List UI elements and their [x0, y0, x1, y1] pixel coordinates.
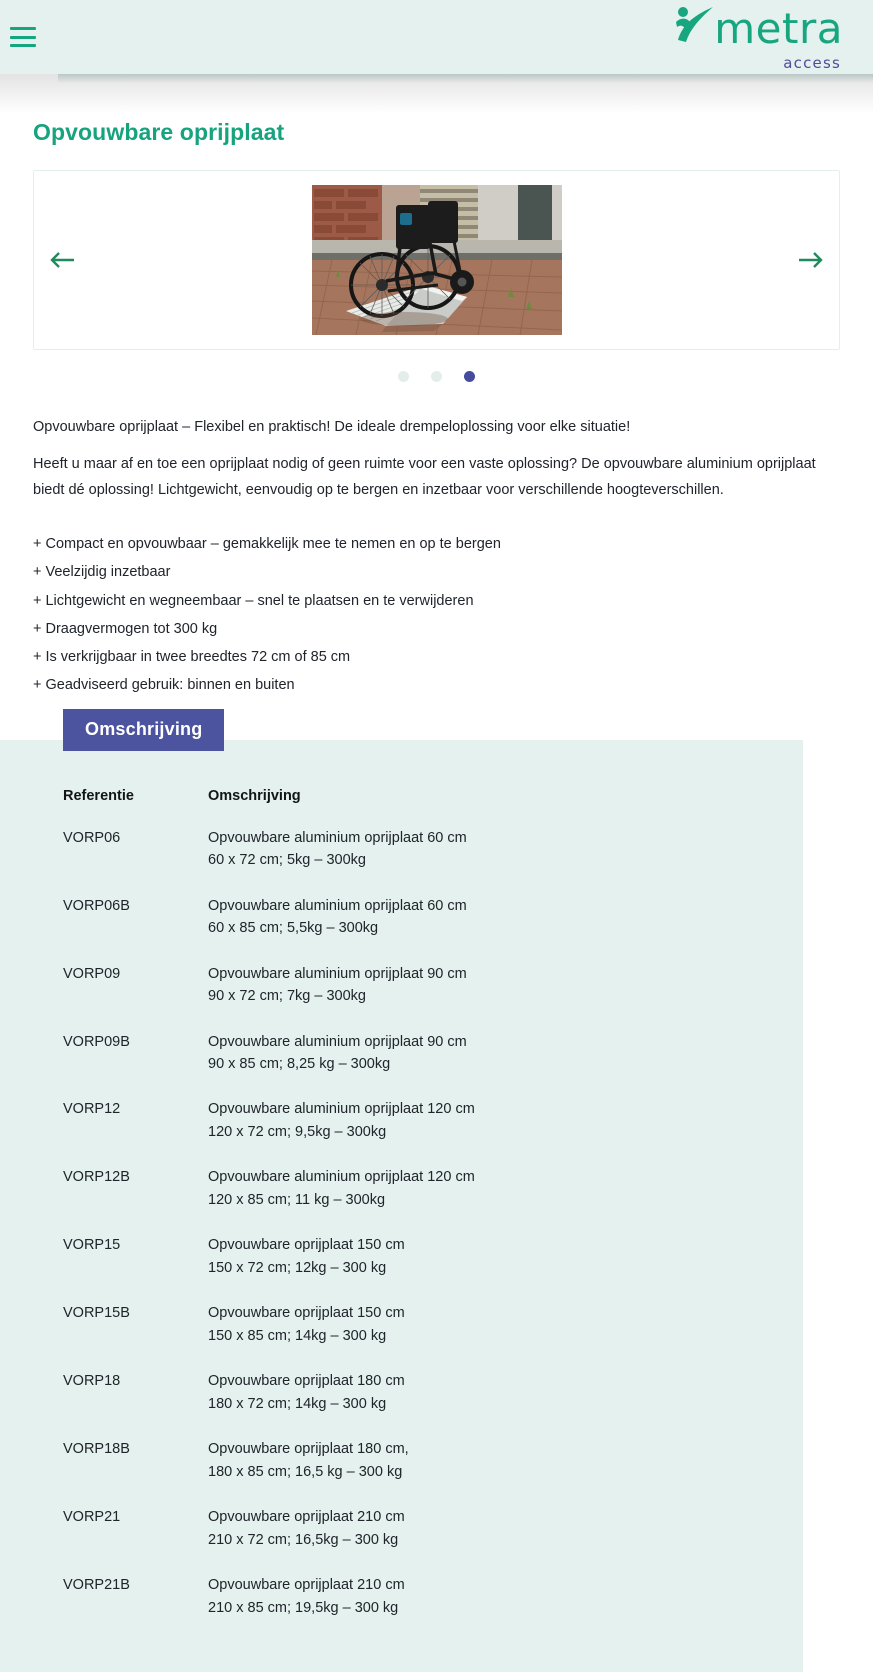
- cell-reference: VORP06: [63, 829, 121, 846]
- description-line-2: 90 x 85 cm; 8,25 kg – 300kg: [208, 1056, 391, 1072]
- description-line-1: Opvouwbare aluminium oprijplaat 120 cm: [208, 1101, 475, 1118]
- table-header-row: [63, 788, 753, 827]
- cell-reference: VORP12: [63, 1101, 121, 1118]
- carousel-dot-2[interactable]: [431, 371, 442, 382]
- description-line-1: Opvouwbare oprijplaat 210 cm: [208, 1509, 405, 1526]
- cell-description: [208, 1438, 753, 1506]
- tab-omschrijving[interactable]: Omschrijving: [63, 709, 224, 751]
- description-line-1: Opvouwbare aluminium oprijplaat 60 cm: [208, 829, 467, 846]
- hamburger-bar: [10, 27, 36, 30]
- table-row: [63, 1438, 753, 1506]
- cell-description: [208, 1098, 753, 1166]
- cell-description: [208, 1166, 753, 1234]
- product-description: [33, 415, 840, 503]
- page-title: Opvouwbare oprijplaat: [33, 119, 285, 145]
- carousel-prev-arrow-icon[interactable]: [34, 249, 90, 271]
- description-line-1: Opvouwbare oprijplaat 210 cm: [208, 1577, 405, 1594]
- table-row: [63, 1234, 753, 1302]
- description-line-2: 60 x 85 cm; 5,5kg – 300kg: [208, 920, 379, 937]
- cell-reference: VORP15B: [63, 1305, 130, 1322]
- table-row: [63, 1370, 753, 1438]
- description-line-2: 180 x 72 cm; 14kg – 300 kg: [208, 1395, 387, 1412]
- description-line-1: Opvouwbare oprijplaat 180 cm,: [208, 1441, 409, 1458]
- carousel-next-arrow-icon[interactable]: [783, 249, 839, 271]
- carousel-dot-3[interactable]: [464, 371, 475, 382]
- feature-item: + Draagvermogen tot 300 kg: [33, 620, 218, 637]
- spec-table: [63, 788, 753, 1642]
- table-row: [63, 963, 753, 1031]
- hamburger-bar: [10, 44, 36, 47]
- description-line-2: 210 x 72 cm; 16,5kg – 300 kg: [208, 1531, 399, 1548]
- table-row: [63, 1506, 753, 1574]
- carousel-dot-1[interactable]: [398, 371, 409, 382]
- feature-item: + Veelzijdig inzetbaar: [33, 564, 171, 581]
- spec-table-body: [63, 827, 753, 1642]
- cell-description: [208, 895, 753, 963]
- cell-description: [208, 1234, 753, 1302]
- description-lead: Opvouwbare oprijplaat – Flexibel en praktisch! De ideale drempeloplossing voor elke situatie!: [33, 419, 631, 435]
- metra-figure-icon: [672, 4, 716, 48]
- site-header: [0, 0, 873, 74]
- cell-description: [208, 1031, 753, 1099]
- description-line-2: 90 x 72 cm; 7kg – 300kg: [208, 988, 366, 1005]
- logo-subtitle: access: [783, 53, 841, 72]
- cell-description: [208, 1302, 753, 1370]
- table-row: [63, 1166, 753, 1234]
- column-header-omschrijving: Omschrijving: [208, 787, 301, 804]
- description-line-2: 150 x 72 cm; 12kg – 300 kg: [208, 1259, 387, 1276]
- cell-reference: VORP21: [63, 1509, 121, 1526]
- table-row: [63, 1031, 753, 1099]
- cell-reference: VORP15: [63, 1237, 121, 1254]
- logo-word: metra: [714, 3, 843, 53]
- column-header-referentie: Referentie: [63, 787, 134, 804]
- description-line-2: 60 x 72 cm; 5kg – 300kg: [208, 852, 366, 869]
- description-line-2: 210 x 85 cm; 19,5kg – 300 kg: [208, 1599, 399, 1616]
- cell-reference: VORP21B: [63, 1577, 130, 1594]
- description-line-1: Opvouwbare aluminium oprijplaat 90 cm: [208, 965, 467, 982]
- table-row: [63, 1574, 753, 1642]
- cell-description: [208, 1574, 753, 1642]
- product-image-carousel: [33, 170, 840, 350]
- cell-reference: VORP18: [63, 1373, 121, 1390]
- feature-item: + Compact en opvouwbaar – gemakkelijk mee te nemen en op te bergen: [33, 536, 501, 553]
- feature-item: + Lichtgewicht en wegneembaar – snel te plaatsen en te verwijderen: [33, 592, 474, 609]
- cell-reference: VORP06B: [63, 897, 130, 914]
- spec-table-head: [63, 788, 753, 827]
- logo-wordmark-row: [672, 4, 843, 54]
- hamburger-menu-icon[interactable]: [10, 27, 36, 47]
- table-row: [63, 1098, 753, 1166]
- site-logo[interactable]: [672, 4, 843, 71]
- cell-description: [208, 827, 753, 895]
- cell-reference: VORP09: [63, 965, 121, 982]
- carousel-pagination: [0, 371, 873, 382]
- description-line-2: 120 x 72 cm; 9,5kg – 300kg: [208, 1123, 387, 1140]
- cell-reference: VORP12B: [63, 1169, 130, 1186]
- description-body: Heeft u maar af en toe een oprijplaat nodig of geen ruimte voor een vaste oplossing? De opvouwbare aluminium oprijplaat biedt dé oplossing! Lichtgewicht, eenvoudig op te bergen en inzetbaar voor verschillende hoogteverschillen.: [33, 456, 816, 498]
- description-line-1: Opvouwbare oprijplaat 150 cm: [208, 1237, 405, 1254]
- table-row: [63, 827, 753, 895]
- description-line-1: Opvouwbare aluminium oprijplaat 120 cm: [208, 1169, 475, 1186]
- description-line-1: Opvouwbare oprijplaat 150 cm: [208, 1305, 405, 1322]
- table-row: [63, 895, 753, 963]
- cell-reference: VORP18B: [63, 1441, 130, 1458]
- product-photo: [312, 185, 562, 335]
- feature-list: [33, 530, 840, 700]
- spec-panel: [0, 740, 803, 1672]
- spec-panel-wrapper: [0, 718, 873, 1672]
- description-line-1: Opvouwbare aluminium oprijplaat 60 cm: [208, 897, 467, 914]
- description-line-1: Opvouwbare oprijplaat 180 cm: [208, 1373, 405, 1390]
- cell-description: [208, 963, 753, 1031]
- cell-description: [208, 1506, 753, 1574]
- description-line-2: 180 x 85 cm; 16,5 kg – 300 kg: [208, 1463, 403, 1480]
- feature-item: + Geadviseerd gebruik: binnen en buiten: [33, 677, 295, 694]
- description-line-2: 120 x 85 cm; 11 kg – 300kg: [208, 1191, 386, 1208]
- description-line-1: Opvouwbare aluminium oprijplaat 90 cm: [208, 1033, 467, 1050]
- description-line-2: 150 x 85 cm; 14kg – 300 kg: [208, 1327, 387, 1344]
- cell-description: [208, 1370, 753, 1438]
- carousel-slide[interactable]: [90, 185, 783, 335]
- hamburger-bar: [10, 36, 36, 39]
- cell-reference: VORP09B: [63, 1033, 130, 1050]
- table-row: [63, 1302, 753, 1370]
- feature-item: + Is verkrijgbaar in twee breedtes 72 cm of 85 cm: [33, 649, 351, 666]
